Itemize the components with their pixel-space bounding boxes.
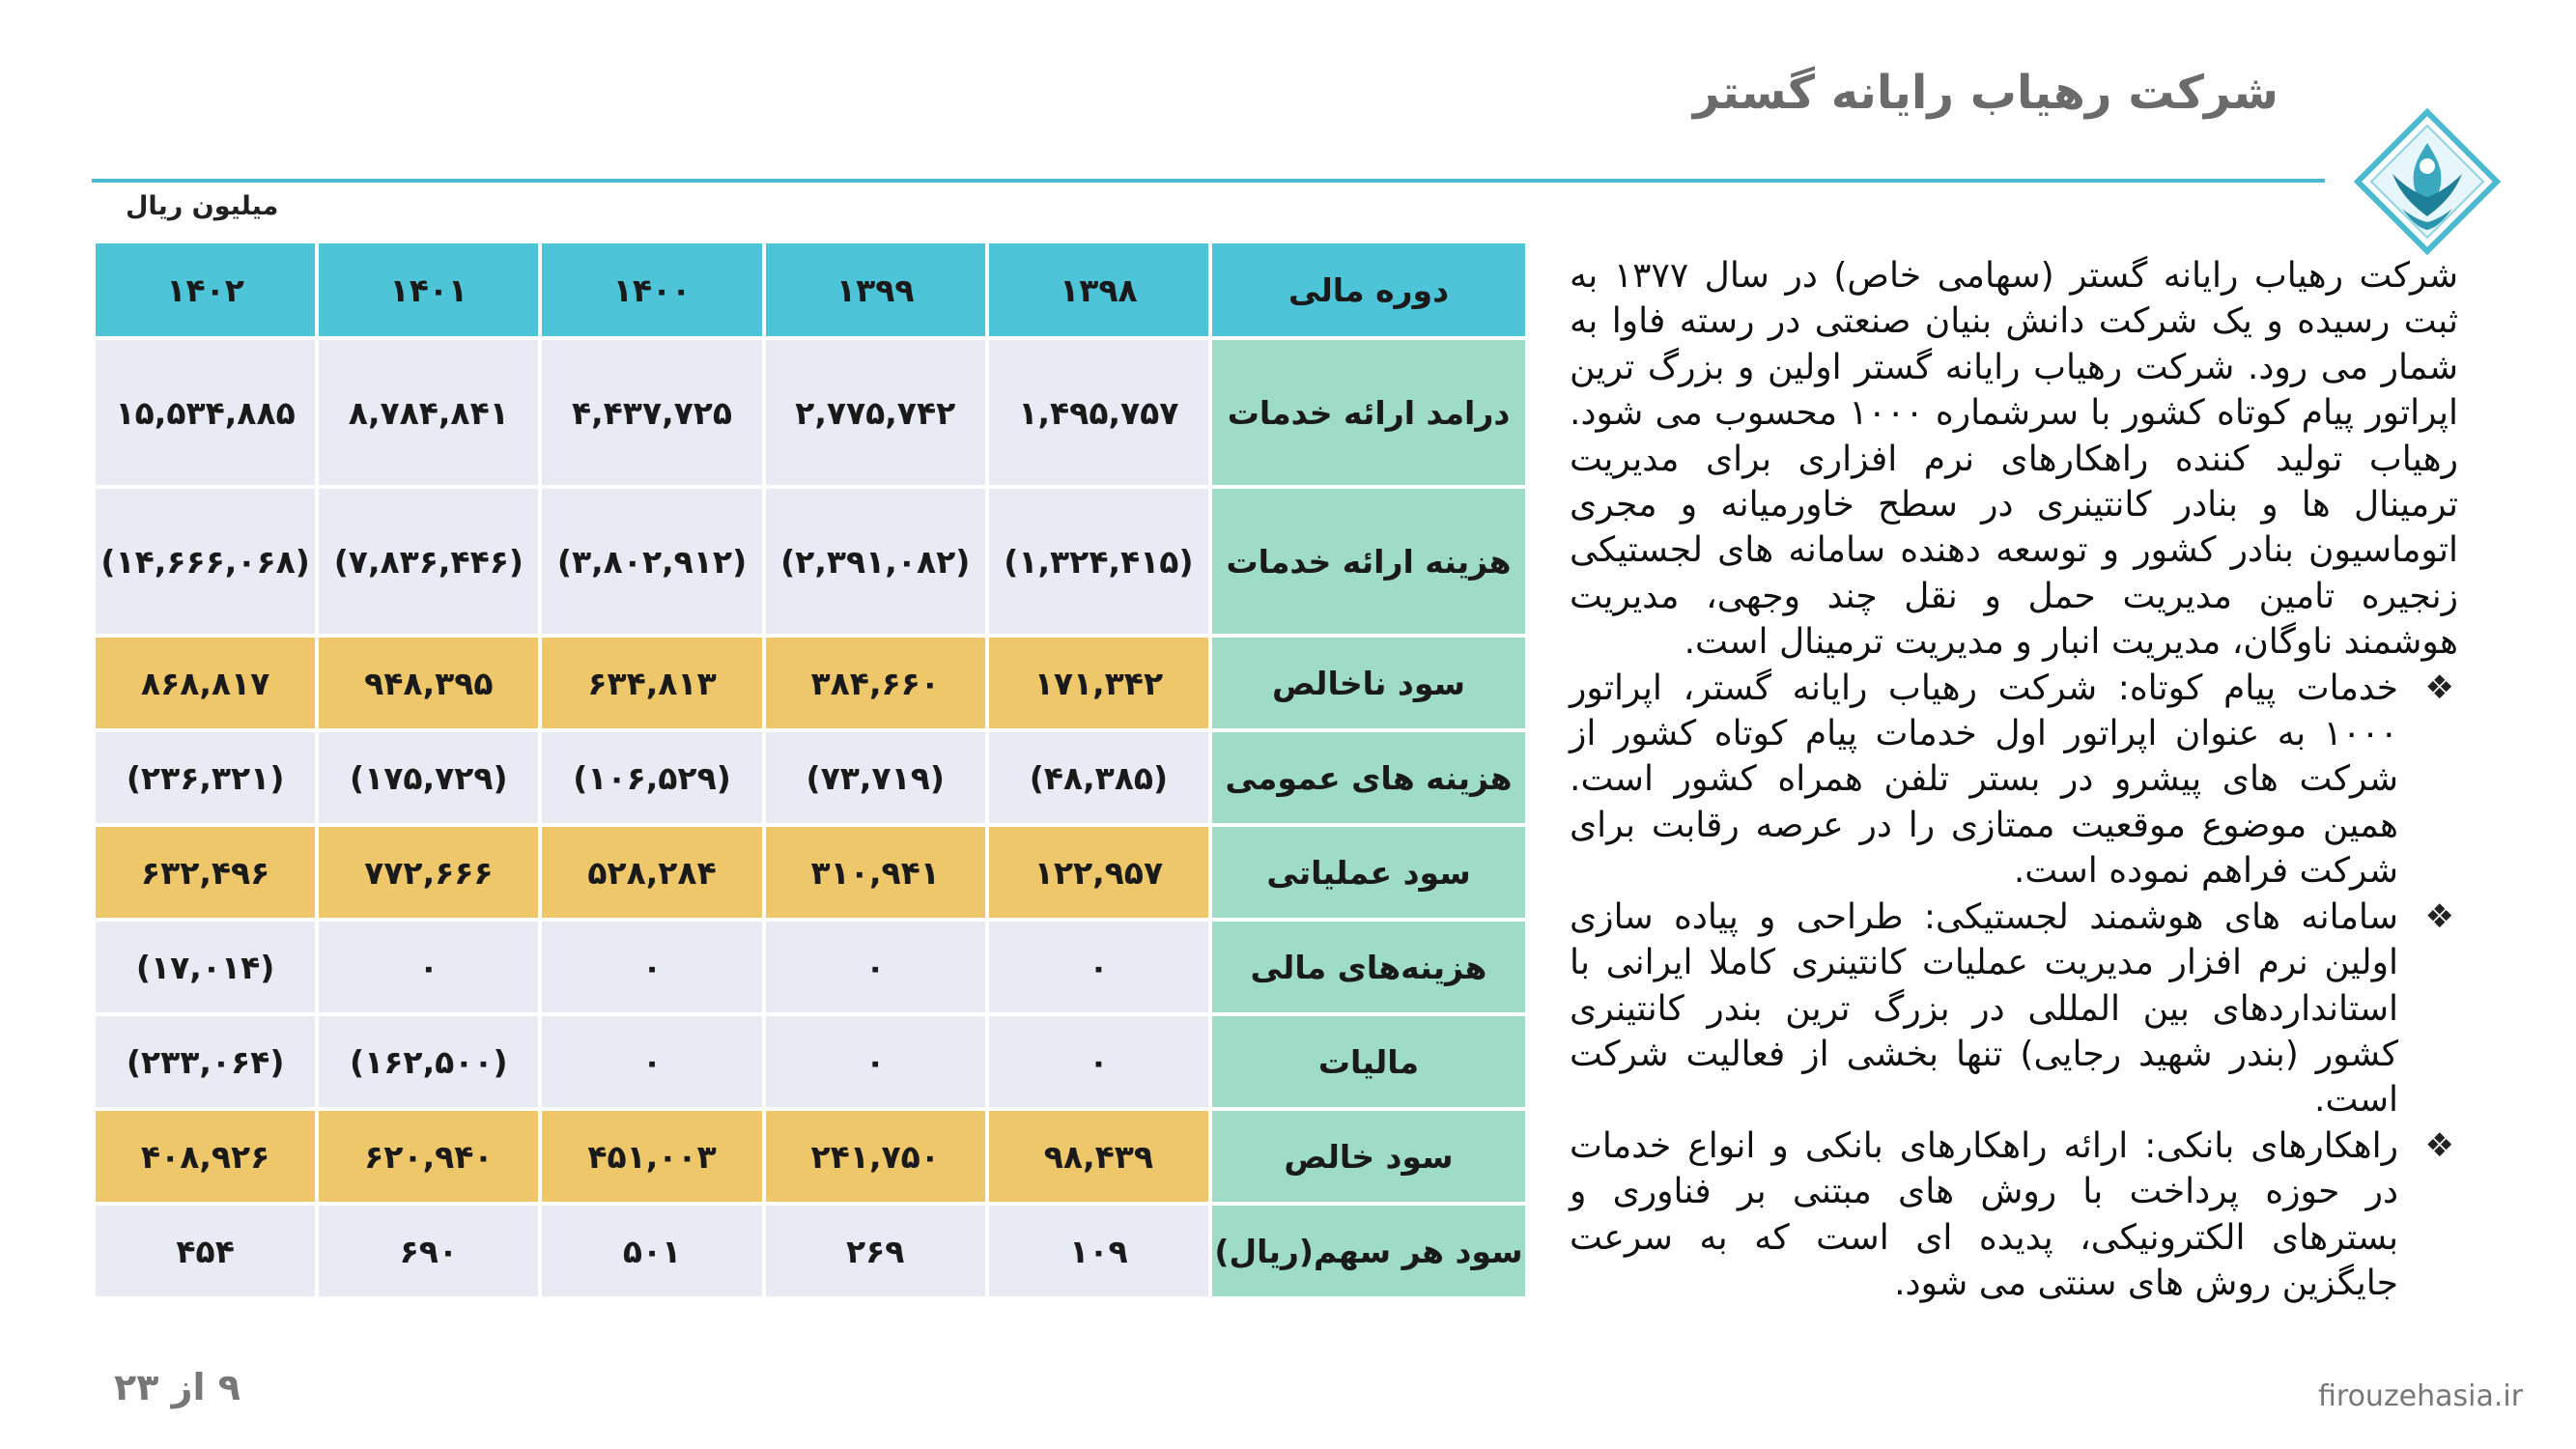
row-label: سود هر سهم(ریال) — [1212, 1206, 1525, 1296]
table-cell: ۱۰۹ — [989, 1206, 1208, 1296]
table-cell: ۵۲۸,۲۸۴ — [542, 827, 761, 918]
table-cell: ۰ — [766, 922, 985, 1012]
table-cell: (۴۸,۳۸۵) — [989, 732, 1208, 823]
row-label: هزینه ارائه خدمات — [1212, 489, 1525, 634]
column-header-year: ۱۴۰۲ — [96, 243, 315, 336]
table-cell: (۱۷۵,۷۲۹) — [319, 732, 538, 823]
table-cell: ۷۷۲,۶۶۶ — [319, 827, 538, 918]
table-row — [96, 1016, 1525, 1107]
service-item — [1570, 1123, 2458, 1307]
table-row — [96, 732, 1525, 823]
page-title: شرکت رهیاب رایانه گستر — [1692, 66, 2279, 120]
table-cell: ۶۳۴,۸۱۳ — [542, 638, 761, 728]
table-cell: (۱۰۶,۵۲۹) — [542, 732, 761, 823]
table-cell: ۰ — [989, 922, 1208, 1012]
table-cell: (۱۷,۰۱۴) — [96, 922, 315, 1012]
table-cell: (۲,۳۹۱,۰۸۲) — [766, 489, 985, 634]
service-item — [1570, 895, 2458, 1123]
row-label: سود خالص — [1212, 1111, 1525, 1202]
table-cell: ۰ — [989, 1016, 1208, 1107]
service-text: راهکارهای بانکی: ارائه راهکارهای بانکی و انواع خدمات در حوزه پرداخت با روش های مبتنی بر فناوری و بسترهای الکترونیکی، پدیده ای است که به سرعت جایگزین روش های سنتی می شود. — [1570, 1125, 2398, 1303]
table-row — [96, 489, 1525, 634]
table-cell: ۵۰۱ — [542, 1206, 761, 1296]
column-header-year: ۱۳۹۸ — [989, 243, 1208, 336]
diamond-bullet-icon: ❖ — [2424, 1125, 2454, 1165]
table-cell: ۲,۷۷۵,۷۴۲ — [766, 340, 985, 485]
column-header-year: ۱۳۹۹ — [766, 243, 985, 336]
table-header-row — [96, 243, 1525, 336]
table-cell: ۶۳۲,۴۹۶ — [96, 827, 315, 918]
table-cell: ۶۹۰ — [319, 1206, 538, 1296]
table-row — [96, 827, 1525, 918]
column-header-year: ۱۴۰۰ — [542, 243, 761, 336]
row-label: سود عملیاتی — [1212, 827, 1525, 918]
table-row — [96, 1111, 1525, 1202]
website-link[interactable]: firouzehasia.ir — [2318, 1379, 2524, 1413]
intro-paragraph: شرکت رهیاب رایانه گستر (سهامی خاص) در سال ۱۳۷۷ به ثبت رسیده و یک شرکت دانش بنیان صنعتی در رسته فاوا به شمار می رود. شرکت رهیاب رایانه گستر اولین و بزرگ ترین اپراتور پیام کوتاه کشور با سرشماره ۱۰۰۰ محسوب می شود. رهیاب تولید کننده راهکارهای نرم افزاری برای مدیریت ترمینال ها و بنادر کانتینری در سطح خاورمیانه و مجری اتوماسیون بنادر کشور و توسعه دهنده سامانه های لجستیکی زنجیره تامین مدیریت حمل و نقل چند وجهی، مدیریت هوشمند ناوگان، مدیریت انبار و مدیریت ترمینال است. — [1570, 256, 2459, 663]
table-cell: (۲۳۶,۳۲۱) — [96, 732, 315, 823]
service-text: خدمات پیام کوتاه: شرکت رهیاب رایانه گستر، اپراتور ۱۰۰۰ به عنوان اپراتور اول خدمات پیام کوتاه کشور از شرکت های پیشرو در بستر تلفن همراه کشور است. همین موضوع موقعیت ممتازی را در عرصه رقابت برای شرکت فراهم نموده است. — [1570, 668, 2398, 892]
table-row — [96, 638, 1525, 728]
header-divider — [92, 179, 2325, 183]
column-header-period: دوره مالی — [1212, 243, 1525, 336]
service-item — [1570, 666, 2458, 895]
table-cell: ۱۵,۵۳۴,۸۸۵ — [96, 340, 315, 485]
table-row — [96, 1206, 1525, 1296]
table-cell: ۰ — [319, 922, 538, 1012]
row-label: مالیات — [1212, 1016, 1525, 1107]
row-label: درامد ارائه خدمات — [1212, 340, 1525, 485]
table-cell: (۱۴,۶۶۶,۰۶۸) — [96, 489, 315, 634]
table-row — [96, 922, 1525, 1012]
row-label: هزینه‌های مالی — [1212, 922, 1525, 1012]
table-cell: ۰ — [542, 922, 761, 1012]
table-cell: ۴۰۸,۹۲۶ — [96, 1111, 315, 1202]
company-description — [1570, 253, 2458, 1306]
table-cell: ۹۸,۴۳۹ — [989, 1111, 1208, 1202]
diamond-bullet-icon: ❖ — [2424, 668, 2454, 707]
table-cell: ۱,۴۹۵,۷۵۷ — [989, 340, 1208, 485]
table-cell: ۴,۴۳۷,۷۲۵ — [542, 340, 761, 485]
table-cell: (۷,۸۳۶,۴۴۶) — [319, 489, 538, 634]
table-cell: ۴۵۴ — [96, 1206, 315, 1296]
table-cell: ۹۴۸,۳۹۵ — [319, 638, 538, 728]
table-cell: ۰ — [766, 1016, 985, 1107]
table-cell: ۰ — [542, 1016, 761, 1107]
table-cell: ۸۶۸,۸۱۷ — [96, 638, 315, 728]
service-list — [1570, 666, 2458, 1307]
table-cell: (۲۳۳,۰۶۴) — [96, 1016, 315, 1107]
financial-table — [92, 240, 1529, 1300]
table-cell: ۳۱۰,۹۴۱ — [766, 827, 985, 918]
table-row — [96, 340, 1525, 485]
diamond-bullet-icon: ❖ — [2424, 896, 2454, 936]
table-cell: ۱۷۱,۳۴۲ — [989, 638, 1208, 728]
table-cell: ۸,۷۸۴,۸۴۱ — [319, 340, 538, 485]
table-cell: (۱,۳۲۴,۴۱۵) — [989, 489, 1208, 634]
table-cell: ۶۲۰,۹۴۰ — [319, 1111, 538, 1202]
table-cell: (۱۶۲,۵۰۰) — [319, 1016, 538, 1107]
table-cell: (۷۳,۷۱۹) — [766, 732, 985, 823]
row-label: سود ناخالص — [1212, 638, 1525, 728]
table-cell: ۳۸۴,۶۶۰ — [766, 638, 985, 728]
table-cell: ۴۵۱,۰۰۳ — [542, 1111, 761, 1202]
table-cell: ۲۴۱,۷۵۰ — [766, 1111, 985, 1202]
table-cell: ۱۲۲,۹۵۷ — [989, 827, 1208, 918]
row-label: هزینه های عمومی — [1212, 732, 1525, 823]
company-logo-icon — [2354, 108, 2501, 255]
table-cell: ۲۶۹ — [766, 1206, 985, 1296]
unit-label: میلیون ریال — [126, 191, 279, 221]
page-number: ۹ از ۲۳ — [114, 1366, 241, 1408]
column-header-year: ۱۴۰۱ — [319, 243, 538, 336]
table-cell: (۳,۸۰۲,۹۱۲) — [542, 489, 761, 634]
service-text: سامانه های هوشمند لجستیکی: طراحی و پیاده سازی اولین نرم افزار مدیریت عملیات کانتینری کاملا ایرانی با استانداردهای بین المللی در بزرگ ترین بندر کانتینری کشور (بندر شهید رجایی) تنها بخشی از فعالیت شرکت است. — [1570, 896, 2398, 1121]
